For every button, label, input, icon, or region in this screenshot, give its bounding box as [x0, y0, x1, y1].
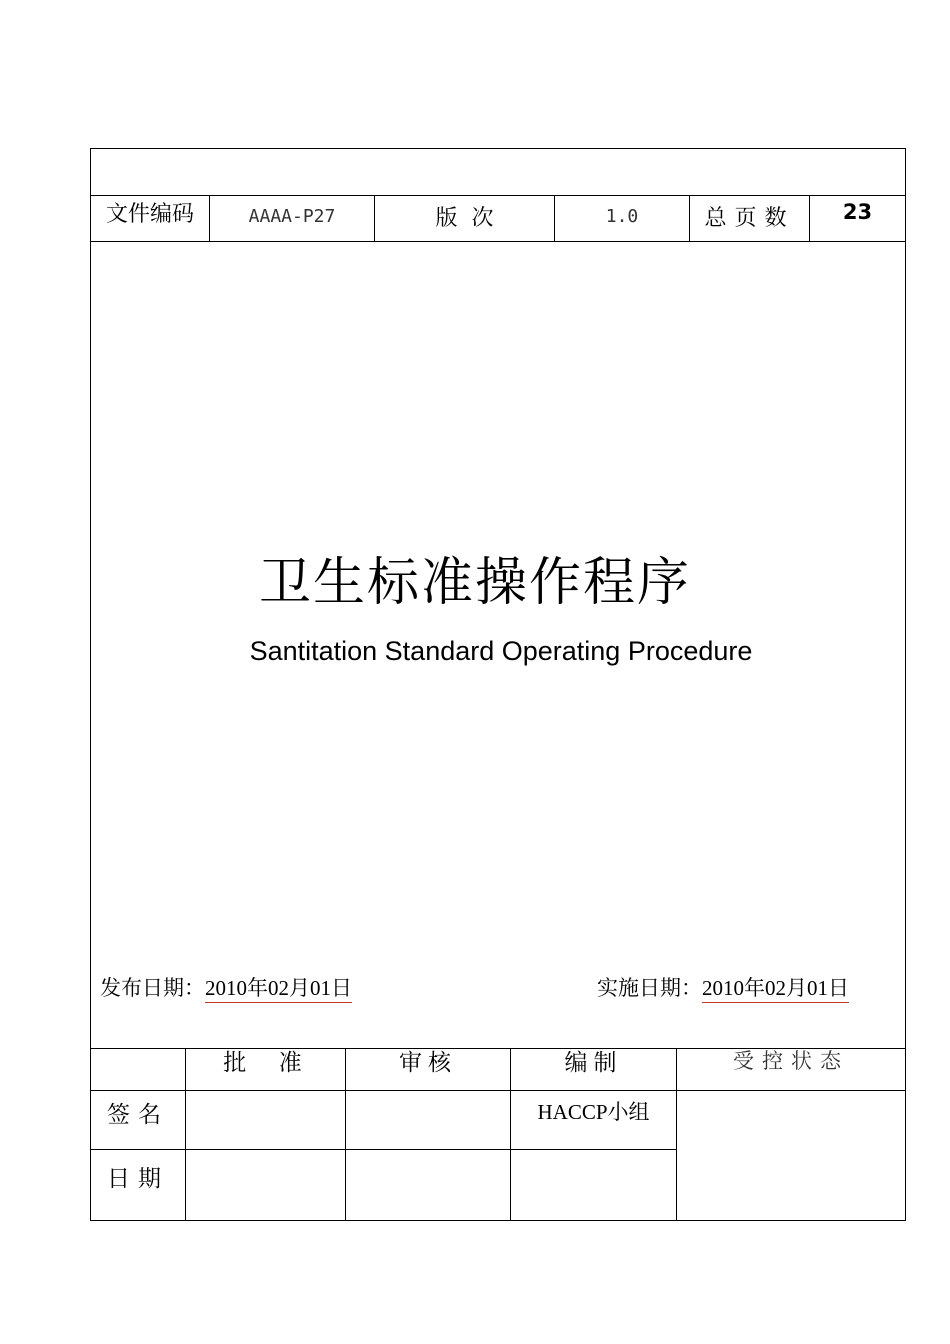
col-control-status: 受控状态	[733, 1049, 849, 1073]
signature-compile: HACCP小组	[537, 1100, 650, 1124]
signature-approve	[186, 1091, 345, 1133]
doc-code-value: AAAA-P27	[248, 205, 336, 227]
version-label: 版 次	[435, 205, 494, 231]
issue-date-label: 发布日期：	[100, 976, 205, 1000]
date-compile	[511, 1150, 676, 1202]
total-pages-label: 总页数	[704, 205, 795, 231]
issue-date-value: 2010年02月01日	[205, 976, 352, 1003]
header-bottom-line	[90, 241, 906, 242]
page-title-english: Santitation Standard Operating Procedure	[249, 636, 753, 666]
effective-date-value: 2010年02月01日	[702, 976, 849, 1003]
col-review: 审核	[399, 1049, 457, 1076]
total-pages-value: 23	[842, 200, 873, 224]
row-signature-label: 签名	[107, 1101, 169, 1128]
effective-date-label: 实施日期：	[597, 976, 702, 1000]
page-title-chinese: 卫生标准操作程序	[258, 553, 691, 613]
signature-review	[346, 1091, 510, 1133]
issue-date	[100, 972, 352, 1002]
version-value: 1.0	[605, 205, 639, 227]
date-review	[346, 1150, 510, 1202]
col-compile: 编制	[564, 1049, 623, 1076]
col-approve: 批 准	[223, 1049, 308, 1076]
effective-date	[597, 972, 849, 1002]
date-approve	[186, 1150, 345, 1202]
row-date-label: 日期	[107, 1165, 169, 1192]
doc-code-label: 文件编码	[105, 201, 194, 227]
